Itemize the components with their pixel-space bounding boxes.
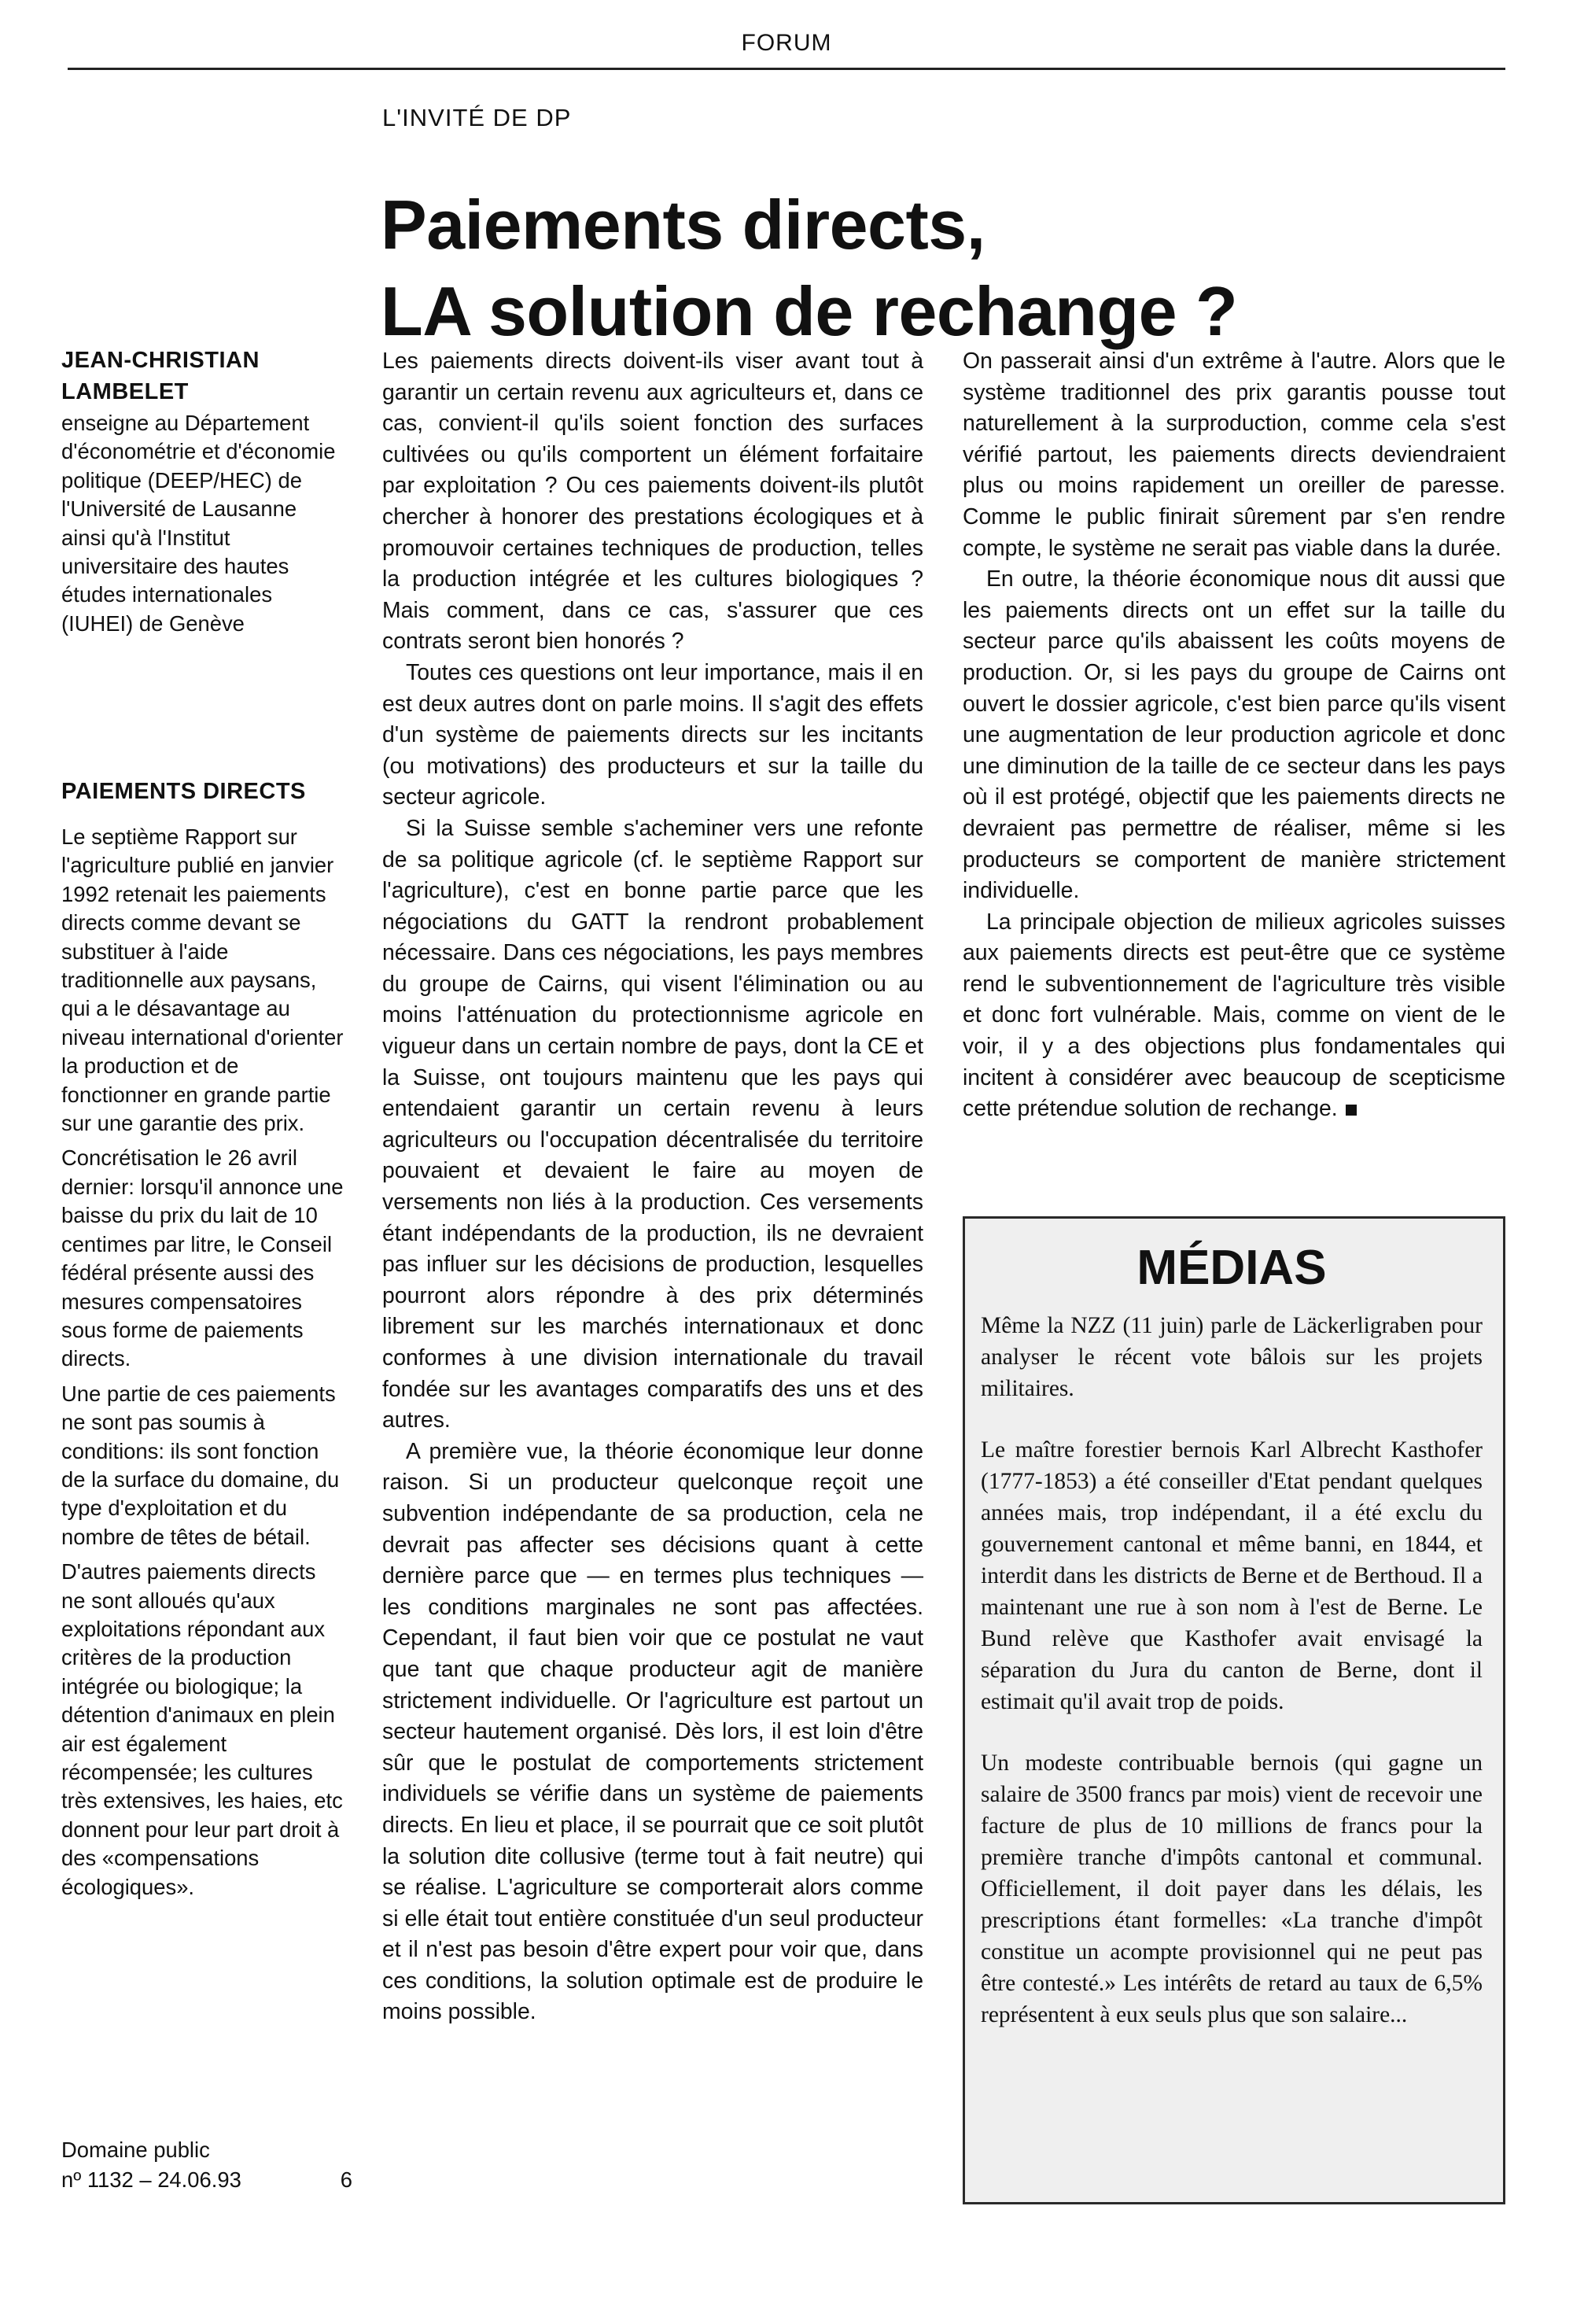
sidebar-paragraph: Le septième Rapport sur l'agriculture publié en janvier 1992 retenait les paiements directs comme devant se substituer à l'aide traditionnelle aux paysans, qui a le désavantage au niveau international d'orienter la production et de fonctionner en grande partie sur une garantie des prix.	[61, 824, 344, 1136]
body-paragraph: On passerait ainsi d'un extrême à l'autre. Alors que le système traditionnel des prix garantis pousse tout naturellement à la surproduction, comme cela s'est vérifié partout, les paiements directs deviendraient plus ou moins rapidement un oreiller de paresse. Comme le public finirait sûrement par s'en rendre compte, le système ne serait pas viable dans la durée.	[963, 349, 1505, 561]
sidebar-heading: PAIEMENTS DIRECTS	[61, 779, 306, 804]
body-paragraph	[963, 907, 1505, 1125]
article-title	[381, 182, 1403, 355]
author-bio: enseigne au Département d'économétrie et d'économie politique (DEEP/HEC) de l'Université de Lausanne ainsi qu'à l'Institut universitaire des hautes études internationales (IUHEI) de Genève	[61, 411, 336, 636]
sidebar-text	[61, 823, 344, 1908]
issue-number: nº 1132 – 24.06.93	[61, 2167, 241, 2192]
publication-footer	[61, 2135, 352, 2195]
author-box	[61, 345, 344, 638]
sidebar-paragraph: Concrétisation le 26 avril dernier: lorsqu'il annonce une baisse du prix du lait de 10 centimes par litre, le Conseil fédéral présente aussi des mesures compensatoires sous forme de paiements directs.	[61, 1145, 344, 1371]
body-paragraph-text: La principale objection de milieux agricoles suisses aux paiements directs est peut-être que ce système rend le subventionnement de l'agriculture très visible et donc fort vulnérable. Mais, comme on vient de le voir, il y a des objections plus fondamentales qui incitent à considérer avec beaucoup de scepticisme cette prétendue solution de rechange.	[963, 909, 1505, 1122]
body-paragraph: En outre, la théorie économique nous dit aussi que les paiements directs ont un effet sur la taille du secteur parce qu'ils abaissent les coûts moyens de production. Or, si les pays du groupe de Cairns ont ouvert le dossier agricole, c'est bien parce qu'ils visent une augmentation de leur production agricole et donc une diminution de la taille de ce secteur dans les pays où il est protégé, objectif que les paiements directs ne devraient pas permettre de réaliser, même si les producteurs se comportent de manière strictement individuelle.	[963, 566, 1505, 904]
article-column-2	[963, 346, 1505, 1125]
body-paragraph: Les paiements directs doivent-ils viser avant tout à garantir un certain revenu aux agriculteurs et, dans ce cas, convient-il qu'ils soient fonction des surfaces cultivées ou qu'ils comportent un élément forfaitaire par exploitation ? Ou ces paiements doivent-ils plutôt chercher à honorer des prestations écologiques et à promouvoir certaines techniques de production, telles la production intégrée et les cultures biologiques ? Mais comment, dans ce cas, s'assurer que ces contrats seront bien honorés ?	[382, 349, 923, 655]
article-kicker: L'INVITÉ DE DP	[382, 104, 572, 131]
sidebar-paragraph: Une partie de ces paiements ne sont pas soumis à conditions: ils sont fonction de la surface du domaine, du type d'exploitation et du nombre de têtes de bétail.	[61, 1381, 340, 1549]
publication-name: Domaine public	[61, 2138, 210, 2162]
medias-item: Même la NZZ (11 juin) parle de Läckerligraben pour analyser le récent vote bâlois sur les projets militaires.	[981, 1313, 1483, 1401]
medias-item: Le maître forestier bernois Karl Albrecht Kasthofer (1777-1853) a été conseiller d'Etat pendant quelques années mais, trop indépendant, il a été exclu du gouvernement cantonal et même banni, en 1844, et interdit dans les districts de Berne et de Berthoud. Il a maintenant une rue à son nom à l'est de Berne. Le Bund relève que Kasthofer avait envisagé la séparation du Jura du canton de Berne, dont il estimait qu'il avait trop de poids.	[981, 1437, 1483, 1714]
body-paragraph: Si la Suisse semble s'acheminer vers une refonte de sa politique agricole (cf. le septième Rapport sur l'agriculture), c'est en bonne partie parce que les négociations du GATT la rendront probablement nécessaire. Dans ces négociations, les pays membres du groupe de Cairns, qui visent l'élimination ou au moins l'atténuation du protectionnisme agricole en vigueur dans un certain nombre de pays, dont la CE et la Suisse, ont toujours maintenu que les pays qui entendaient garantir un certain revenu à leurs agriculteurs ou l'occupation décentralisée du territoire pouvaient et devaient le faire au moyen de versements non liés à la production. Ces versements étant indépendants de la production, ils ne devraient pas influer sur les décisions de production, lesquelles pourront alors répondre à des prix déterminés librement sur les marchés internationaux et donc conformes à une division internationale du travail fondée sur les avantages comparatifs des uns et des autres.	[382, 815, 923, 1433]
medias-title: MÉDIAS	[1136, 1241, 1327, 1295]
body-paragraph: Toutes ces questions ont leur importance, mais il en est deux autres dont on parle moins. Il s'agit des effets d'un système de paiements directs sur les incitants (ou motivations) des producteurs et sur la taille du secteur agricole.	[382, 659, 923, 810]
title-line-1: Paiements directs,	[381, 185, 985, 264]
section-label: FORUM	[741, 30, 832, 56]
article-column-1	[382, 346, 923, 2028]
sidebar-paragraph: D'autres paiements directs ne sont alloués qu'aux exploitations répondant aux critères de la production intégrée ou biologique; la détention d'animaux en plein air est également récompensée; les cultures très extensives, les haies, etc donnent pour leur part droit à des «compensations écologiques».	[61, 1559, 343, 1899]
issue-line	[61, 2165, 352, 2195]
body-paragraph: A première vue, la théorie économique leur donne raison. Si un producteur quelconque reçoit une subvention indépendante de sa production, cela ne devrait pas affecter ses décisions quant à cette dernière parce que — en termes plus techniques — les conditions marginales ne sont pas affectées. Cependant, il faut bien voir que ce postulat ne vaut que tant que chaque producteur agit de manière strictement individuelle. Or l'agriculture est partout un secteur hautement organisé. Dès lors, il est loin d'être sûr que le postulat de comportements strictement individuels se vérifie dans un système de paiements directs. En lieu et place, il se pourrait que ce soit plutôt la solution dite collusive (terme tout à fait neutre) qui se réalise. L'agriculture se comporterait alors comme si elle était tout entière constituée d'un seul producteur et il n'est pas besoin d'être expert pour voir que, dans ces conditions, la solution optimale est de produire le moins possible.	[382, 1438, 923, 2025]
end-mark-icon	[1346, 1105, 1357, 1116]
medias-box	[963, 1216, 1505, 2204]
title-line-2: LA solution de rechange ?	[381, 271, 1238, 350]
author-name: JEAN-CHRISTIAN LAMBELET	[61, 348, 260, 404]
header-rule	[68, 68, 1505, 70]
page-number: 6	[340, 2167, 352, 2192]
medias-item: Un modeste contribuable bernois (qui gagne un salaire de 3500 francs par mois) vient de recevoir une facture de plus de 10 millions de francs pour la première tranche d'impôts cantonal et communal. Officiellement, il doit payer dans les délais, les prescriptions étant formelles: «La tranche d'impôt constitue un acompte provisionnel qui ne peut pas être contesté.» Les intérêts de retard au taux de 6,5% représentent à eux seuls plus que son salaire...	[981, 1750, 1483, 2027]
